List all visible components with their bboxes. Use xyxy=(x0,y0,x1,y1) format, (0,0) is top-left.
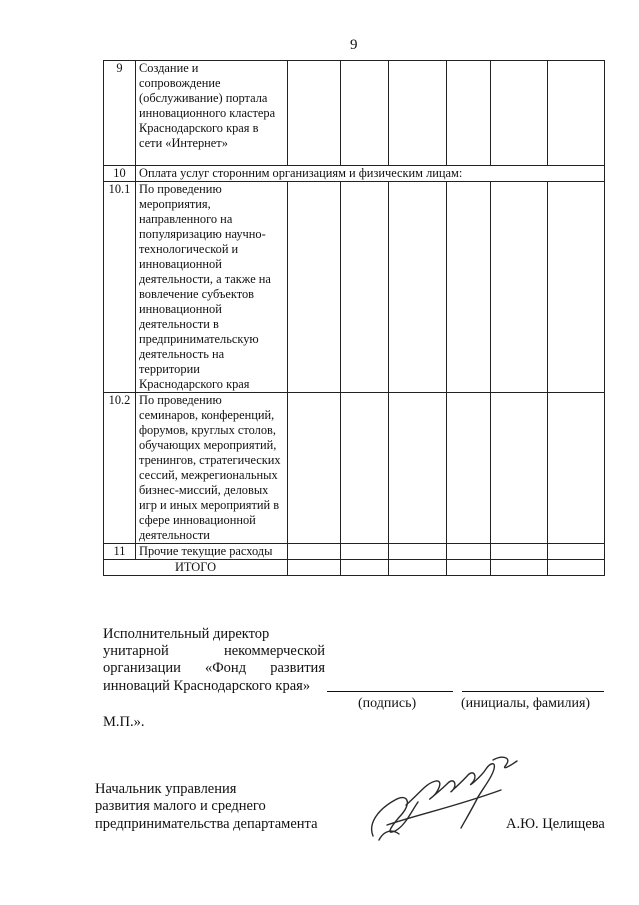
value-cell xyxy=(447,182,491,393)
value-cell xyxy=(548,61,605,166)
value-cell xyxy=(491,393,548,544)
department-position-line: предпринимательства департамента xyxy=(95,816,318,832)
value-cell xyxy=(341,182,389,393)
value-cell xyxy=(341,544,389,560)
value-cell xyxy=(548,393,605,544)
value-cell xyxy=(491,560,548,576)
value-cell xyxy=(288,544,341,560)
signature-stroke xyxy=(372,798,418,836)
value-cell xyxy=(389,61,447,166)
signature-stroke xyxy=(406,764,494,828)
table-row xyxy=(104,544,605,560)
fund-position-line: организации «Фонд развития xyxy=(103,660,325,676)
row-description: По проведению мероприятия, направленного на популяризацию научно- технологической и инновационной деятельности, а также на вовлечение субъектов инновационной деятельности в предпринимательскую деятельность на территории Краснодарского края xyxy=(136,182,288,393)
signature-stroke xyxy=(387,790,501,825)
value-cell xyxy=(447,544,491,560)
department-position-line: развития малого и среднего xyxy=(95,798,266,814)
department-position-line: Начальник управления xyxy=(95,781,237,797)
signature-stroke xyxy=(493,757,517,767)
value-cell xyxy=(288,61,341,166)
value-cell xyxy=(491,544,548,560)
value-cell xyxy=(447,393,491,544)
table-row xyxy=(104,393,605,544)
row-number: 10 xyxy=(104,166,136,182)
value-cell xyxy=(548,544,605,560)
total-label: ИТОГО xyxy=(104,560,288,576)
value-cell xyxy=(389,182,447,393)
value-cell xyxy=(389,560,447,576)
signatory-name: А.Ю. Целищева xyxy=(506,816,605,832)
signature-line xyxy=(327,691,453,692)
name-caption: (инициалы, фамилия) xyxy=(461,696,591,711)
value-cell xyxy=(548,182,605,393)
row-number: 10.1 xyxy=(104,182,136,393)
value-cell xyxy=(447,61,491,166)
row-number: 11 xyxy=(104,544,136,560)
value-cell xyxy=(491,182,548,393)
value-cell xyxy=(341,560,389,576)
value-cell xyxy=(288,560,341,576)
name-line xyxy=(462,691,604,692)
fund-position-line: Исполнительный директор xyxy=(103,626,270,642)
signature-stroke xyxy=(379,831,399,840)
row-description: По проведению семинаров, конференций, форумов, круглых столов, обучающих мероприятий, тренингов, стратегических сессий, межрегиональных бизнес-миссий, деловых игр и иных мероприятий в сфере инновационной деятельности xyxy=(136,393,288,544)
value-cell xyxy=(389,544,447,560)
value-cell xyxy=(288,393,341,544)
table-row xyxy=(104,166,605,182)
table-row xyxy=(104,182,605,393)
value-cell xyxy=(288,182,341,393)
fund-position-line: унитарной некоммерческой xyxy=(103,643,325,659)
value-cell xyxy=(491,61,548,166)
handwritten-signature xyxy=(365,752,523,844)
row-number: 9 xyxy=(104,61,136,166)
table-row xyxy=(104,61,605,166)
value-cell xyxy=(341,61,389,166)
value-cell xyxy=(389,393,447,544)
row-description: Создание и сопровождение (обслуживание) портала инновационного кластера Краснодарского края в сети «Интернет» xyxy=(136,61,288,166)
row-description: Прочие текущие расходы xyxy=(136,544,288,560)
value-cell xyxy=(447,560,491,576)
table-total-row xyxy=(104,560,605,576)
row-section-heading: Оплата услуг сторонним организациям и физическим лицам: xyxy=(136,166,605,182)
seal-mark: М.П.». xyxy=(103,714,145,730)
fund-position-line: инноваций Краснодарского края» xyxy=(103,678,311,694)
row-number: 10.2 xyxy=(104,393,136,544)
value-cell xyxy=(341,393,389,544)
signature-caption: (подпись) xyxy=(358,696,417,711)
budget-table xyxy=(103,60,605,576)
value-cell xyxy=(548,560,605,576)
page-number: 9 xyxy=(350,37,358,53)
